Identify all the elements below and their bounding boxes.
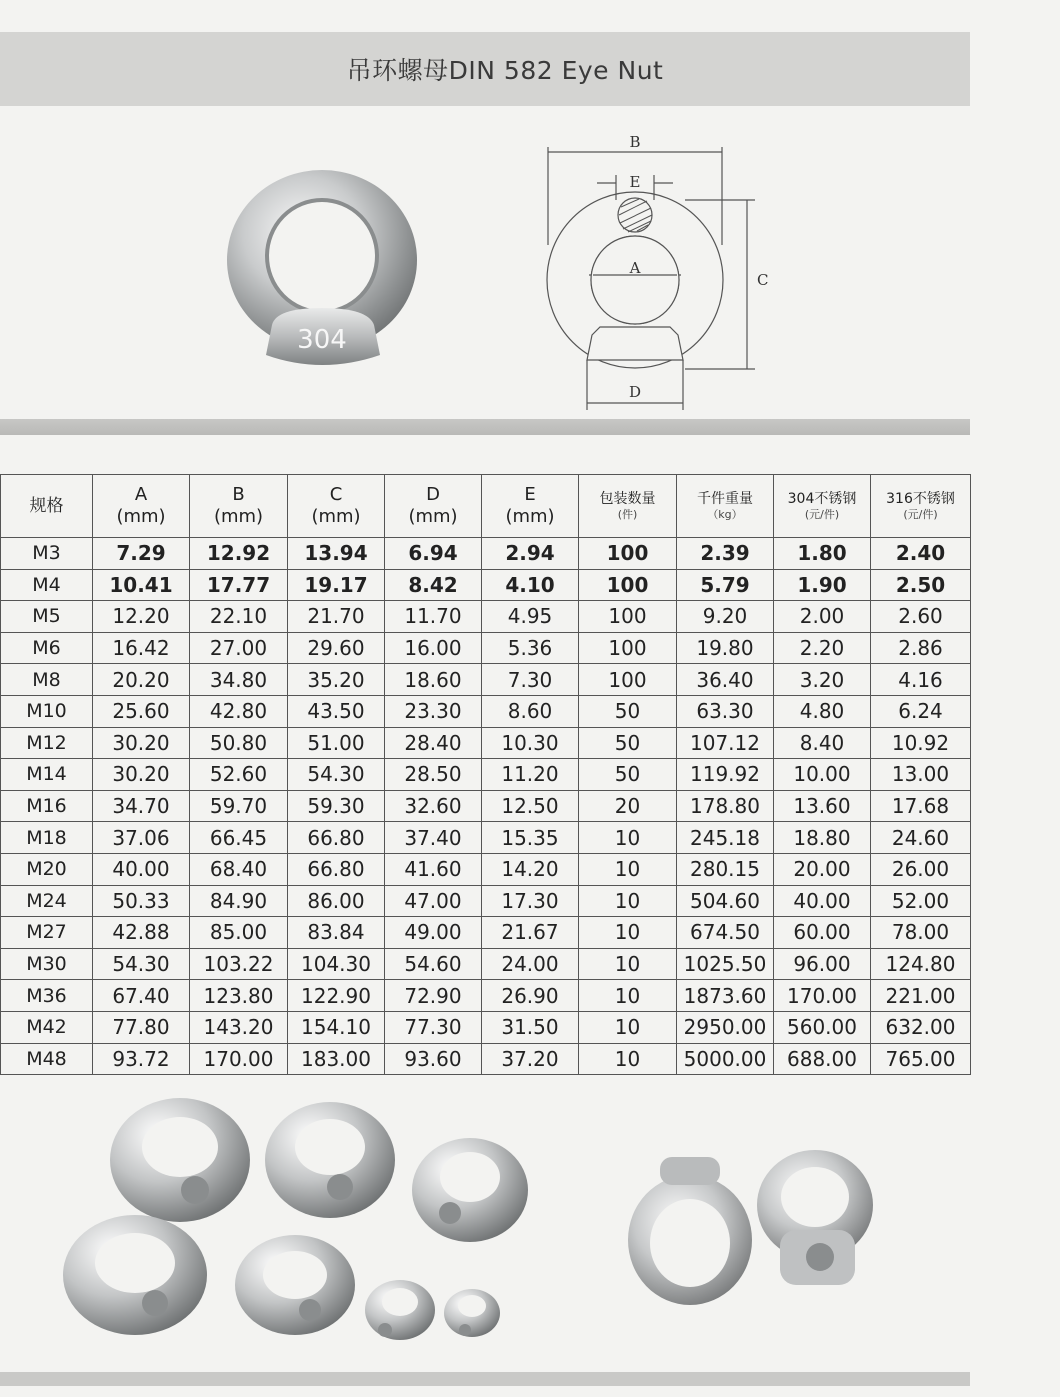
eye-nut-pair-photo	[620, 1135, 880, 1320]
table-cell: 60.00	[774, 917, 871, 949]
table-cell: 2.60	[871, 601, 971, 633]
table-cell: 50.80	[190, 727, 288, 759]
table-cell: 50.33	[93, 885, 190, 917]
table-cell: 32.60	[385, 790, 482, 822]
table-cell: 18.80	[774, 822, 871, 854]
table-cell: 23.30	[385, 695, 482, 727]
table-cell: 100	[579, 569, 677, 601]
header-price-316: 316不锈钢 (元/件)	[871, 475, 971, 538]
table-cell: 8.42	[385, 569, 482, 601]
table-cell: 100	[579, 632, 677, 664]
table-cell: 124.80	[871, 948, 971, 980]
table-cell: 41.60	[385, 853, 482, 885]
table-cell: 11.70	[385, 601, 482, 633]
table-cell: 10	[579, 1011, 677, 1043]
table-row	[1, 569, 971, 601]
table-cell: 84.90	[190, 885, 288, 917]
table-cell: 2950.00	[677, 1011, 774, 1043]
table-cell: 66.45	[190, 822, 288, 854]
table-cell: 52.60	[190, 759, 288, 791]
table-cell: 2.40	[871, 538, 971, 570]
table-cell: 100	[579, 601, 677, 633]
table-cell: 170.00	[774, 980, 871, 1012]
table-cell: 12.50	[482, 790, 579, 822]
table-cell: 42.88	[93, 917, 190, 949]
table-cell: 30.20	[93, 759, 190, 791]
table-cell: 1.90	[774, 569, 871, 601]
label-a: A	[629, 259, 641, 277]
table-cell: 93.60	[385, 1043, 482, 1075]
table-cell: 1025.50	[677, 948, 774, 980]
table-cell: 221.00	[871, 980, 971, 1012]
table-cell: 66.80	[288, 822, 385, 854]
table-cell: 40.00	[93, 853, 190, 885]
table-cell: 27.00	[190, 632, 288, 664]
table-row	[1, 538, 971, 570]
table-cell: 4.16	[871, 664, 971, 696]
spec-size-cell: M12	[1, 727, 93, 759]
table-cell: 52.00	[871, 885, 971, 917]
table-cell: 21.67	[482, 917, 579, 949]
header-weight: 千件重量 （kg）	[677, 475, 774, 538]
table-row	[1, 948, 971, 980]
table-cell: 119.92	[677, 759, 774, 791]
table-cell: 10.92	[871, 727, 971, 759]
table-cell: 6.94	[385, 538, 482, 570]
table-cell: 280.15	[677, 853, 774, 885]
table-cell: 504.60	[677, 885, 774, 917]
spec-size-cell: M42	[1, 1011, 93, 1043]
table-cell: 37.40	[385, 822, 482, 854]
table-cell: 674.50	[677, 917, 774, 949]
table-cell: 85.00	[190, 917, 288, 949]
header-spec: 规格	[1, 475, 93, 538]
table-cell: 5.36	[482, 632, 579, 664]
table-cell: 107.12	[677, 727, 774, 759]
table-header-row	[1, 475, 971, 538]
table-cell: 17.77	[190, 569, 288, 601]
table-row	[1, 727, 971, 759]
table-cell: 100	[579, 538, 677, 570]
header-a: A (mm)	[93, 475, 190, 538]
table-cell: 765.00	[871, 1043, 971, 1075]
table-cell: 35.20	[288, 664, 385, 696]
spec-size-cell: M6	[1, 632, 93, 664]
table-cell: 42.80	[190, 695, 288, 727]
table-cell: 59.70	[190, 790, 288, 822]
table-cell: 183.00	[288, 1043, 385, 1075]
spec-size-cell: M10	[1, 695, 93, 727]
table-cell: 7.29	[93, 538, 190, 570]
header-b: B (mm)	[190, 475, 288, 538]
table-cell: 4.95	[482, 601, 579, 633]
table-row	[1, 917, 971, 949]
header-c: C (mm)	[288, 475, 385, 538]
table-cell: 51.00	[288, 727, 385, 759]
spec-size-cell: M30	[1, 948, 93, 980]
spec-size-cell: M20	[1, 853, 93, 885]
table-cell: 19.80	[677, 632, 774, 664]
table-row	[1, 790, 971, 822]
spec-size-cell: M5	[1, 601, 93, 633]
table-row	[1, 853, 971, 885]
table-cell: 245.18	[677, 822, 774, 854]
table-cell: 103.22	[190, 948, 288, 980]
table-row	[1, 632, 971, 664]
table-cell: 13.00	[871, 759, 971, 791]
table-cell: 24.00	[482, 948, 579, 980]
table-row	[1, 695, 971, 727]
table-cell: 47.00	[385, 885, 482, 917]
table-cell: 1873.60	[677, 980, 774, 1012]
table-cell: 63.30	[677, 695, 774, 727]
table-row	[1, 664, 971, 696]
table-cell: 17.68	[871, 790, 971, 822]
table-cell: 31.50	[482, 1011, 579, 1043]
table-cell: 123.80	[190, 980, 288, 1012]
table-cell: 29.60	[288, 632, 385, 664]
table-cell: 28.50	[385, 759, 482, 791]
table-cell: 86.00	[288, 885, 385, 917]
table-cell: 20.20	[93, 664, 190, 696]
table-cell: 18.60	[385, 664, 482, 696]
header-package-qty: 包装数量 (件)	[579, 475, 677, 538]
table-cell: 20	[579, 790, 677, 822]
table-cell: 77.30	[385, 1011, 482, 1043]
spec-size-cell: M8	[1, 664, 93, 696]
table-cell: 13.60	[774, 790, 871, 822]
table-cell: 7.30	[482, 664, 579, 696]
table-cell: 122.90	[288, 980, 385, 1012]
table-cell: 19.17	[288, 569, 385, 601]
header-e: E (mm)	[482, 475, 579, 538]
table-cell: 28.40	[385, 727, 482, 759]
spec-size-cell: M27	[1, 917, 93, 949]
table-cell: 154.10	[288, 1011, 385, 1043]
eye-nut-photo	[210, 160, 440, 390]
table-row	[1, 601, 971, 633]
table-cell: 50	[579, 727, 677, 759]
table-cell: 5000.00	[677, 1043, 774, 1075]
spec-size-cell: M14	[1, 759, 93, 791]
spec-size-cell: M16	[1, 790, 93, 822]
table-cell: 1.80	[774, 538, 871, 570]
table-cell: 21.70	[288, 601, 385, 633]
table-cell: 2.00	[774, 601, 871, 633]
spec-size-cell: M24	[1, 885, 93, 917]
table-cell: 10.30	[482, 727, 579, 759]
table-cell: 10	[579, 948, 677, 980]
table-body	[1, 538, 971, 1075]
table-cell: 10	[579, 980, 677, 1012]
table-cell: 9.20	[677, 601, 774, 633]
bottom-bar	[0, 1372, 970, 1386]
table-cell: 4.80	[774, 695, 871, 727]
table-cell: 2.94	[482, 538, 579, 570]
table-cell: 4.10	[482, 569, 579, 601]
table-cell: 2.20	[774, 632, 871, 664]
table-cell: 560.00	[774, 1011, 871, 1043]
table-cell: 50	[579, 695, 677, 727]
table-cell: 11.20	[482, 759, 579, 791]
table-cell: 16.42	[93, 632, 190, 664]
table-cell: 77.80	[93, 1011, 190, 1043]
table-cell: 66.80	[288, 853, 385, 885]
table-cell: 12.92	[190, 538, 288, 570]
table-cell: 688.00	[774, 1043, 871, 1075]
table-cell: 34.70	[93, 790, 190, 822]
table-cell: 30.20	[93, 727, 190, 759]
table-cell: 50	[579, 759, 677, 791]
table-cell: 72.90	[385, 980, 482, 1012]
table-cell: 170.00	[190, 1043, 288, 1075]
table-cell: 15.35	[482, 822, 579, 854]
spec-size-cell: M4	[1, 569, 93, 601]
table-cell: 2.50	[871, 569, 971, 601]
spec-table	[0, 474, 971, 1075]
table-cell: 24.60	[871, 822, 971, 854]
table-cell: 17.30	[482, 885, 579, 917]
label-c: C	[757, 271, 769, 289]
table-cell: 59.30	[288, 790, 385, 822]
separator-bar	[0, 419, 970, 435]
table-cell: 54.60	[385, 948, 482, 980]
photo-stamp: 304	[297, 325, 347, 355]
table-cell: 10.41	[93, 569, 190, 601]
table-cell: 10	[579, 853, 677, 885]
table-cell: 10	[579, 822, 677, 854]
table-cell: 37.06	[93, 822, 190, 854]
spec-size-cell: M18	[1, 822, 93, 854]
table-cell: 54.30	[288, 759, 385, 791]
table-cell: 40.00	[774, 885, 871, 917]
table-cell: 10	[579, 885, 677, 917]
spec-size-cell: M36	[1, 980, 93, 1012]
page-title: 吊环螺母DIN 582 Eye Nut	[346, 56, 664, 85]
table-cell: 143.20	[190, 1011, 288, 1043]
table-cell: 5.79	[677, 569, 774, 601]
table-cell: 14.20	[482, 853, 579, 885]
table-cell: 22.10	[190, 601, 288, 633]
table-cell: 96.00	[774, 948, 871, 980]
table-cell: 25.60	[93, 695, 190, 727]
table-row	[1, 822, 971, 854]
table-row	[1, 1043, 971, 1075]
header-d: D (mm)	[385, 475, 482, 538]
table-cell: 68.40	[190, 853, 288, 885]
table-cell: 6.24	[871, 695, 971, 727]
eye-nut-group-photo	[40, 1085, 530, 1370]
table-cell: 37.20	[482, 1043, 579, 1075]
table-cell: 10	[579, 1043, 677, 1075]
header-price-304: 304不锈钢 (元/件)	[774, 475, 871, 538]
table-cell: 93.72	[93, 1043, 190, 1075]
label-b: B	[629, 133, 641, 151]
table-cell: 100	[579, 664, 677, 696]
table-cell: 83.84	[288, 917, 385, 949]
table-cell: 632.00	[871, 1011, 971, 1043]
table-cell: 12.20	[93, 601, 190, 633]
title-bar	[0, 32, 970, 106]
table-row	[1, 759, 971, 791]
table-cell: 67.40	[93, 980, 190, 1012]
table-cell: 13.94	[288, 538, 385, 570]
label-d: D	[628, 383, 642, 401]
table-cell: 36.40	[677, 664, 774, 696]
table-cell: 2.39	[677, 538, 774, 570]
table-cell: 2.86	[871, 632, 971, 664]
dimension-diagram	[535, 125, 795, 425]
table-cell: 8.40	[774, 727, 871, 759]
table-cell: 34.80	[190, 664, 288, 696]
table-cell: 54.30	[93, 948, 190, 980]
table-cell: 8.60	[482, 695, 579, 727]
table-row	[1, 980, 971, 1012]
table-cell: 10	[579, 917, 677, 949]
label-e: E	[629, 173, 641, 191]
table-row	[1, 885, 971, 917]
table-cell: 104.30	[288, 948, 385, 980]
table-cell: 16.00	[385, 632, 482, 664]
table-cell: 20.00	[774, 853, 871, 885]
table-cell: 43.50	[288, 695, 385, 727]
table-cell: 10.00	[774, 759, 871, 791]
table-row	[1, 1011, 971, 1043]
table-cell: 78.00	[871, 917, 971, 949]
table-cell: 178.80	[677, 790, 774, 822]
table-cell: 49.00	[385, 917, 482, 949]
table-cell: 26.00	[871, 853, 971, 885]
spec-size-cell: M48	[1, 1043, 93, 1075]
table-cell: 26.90	[482, 980, 579, 1012]
table-cell: 3.20	[774, 664, 871, 696]
spec-size-cell: M3	[1, 538, 93, 570]
